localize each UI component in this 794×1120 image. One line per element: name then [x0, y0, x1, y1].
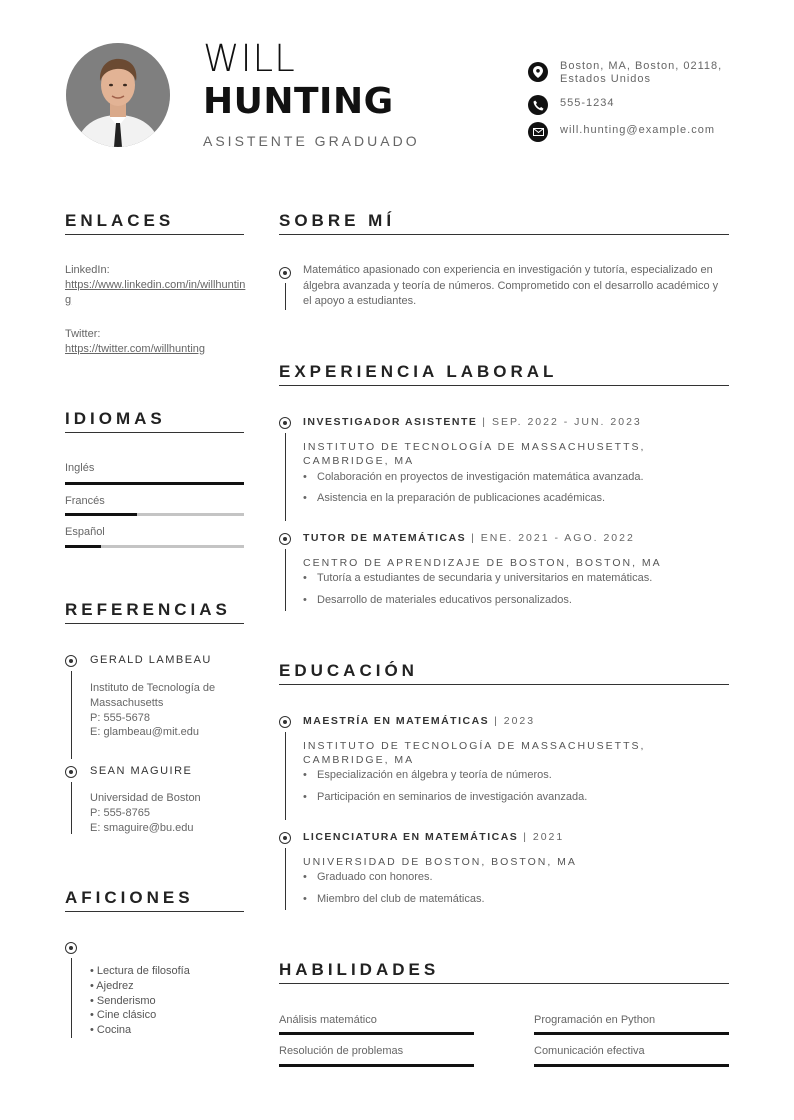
hobbies-heading: AFICIONES [65, 888, 194, 907]
bullet-text: Participación en seminarios de investigación avanzada. [317, 791, 588, 803]
entry-bullet: • Graduado con honores. [303, 871, 433, 883]
mail-icon [528, 122, 548, 142]
experience-heading: EXPERIENCIA LABORAL [279, 362, 558, 381]
language-level-fill [65, 482, 244, 485]
education-heading: EDUCACIÓN [279, 661, 418, 680]
language-level-bar [65, 513, 244, 516]
entry-date: SEP. 2022 - JUN. 2023 [491, 416, 642, 428]
timeline-line [285, 283, 286, 310]
reference-email[interactable]: E: glambeau@mit.edu [90, 726, 200, 738]
entry-organization: CENTRO DE APRENDIZAJE DE BOSTON, BOSTON, MA [303, 557, 662, 569]
timeline-line [285, 732, 286, 820]
profile-photo [66, 43, 170, 147]
references-heading: REFERENCIAS [65, 600, 231, 619]
entry-organization: INSTITUTO DE TECNOLOGÍA DE MASSACHUSETTS, CAMBRIDGE, MA [303, 740, 646, 766]
language-level-fill [65, 545, 101, 548]
hobbies-divider [65, 911, 244, 912]
timeline-line [285, 433, 286, 521]
email-text[interactable]: will.hunting@example.com [560, 124, 716, 136]
skill-name: Resolución de problemas [279, 1045, 404, 1057]
language-name: Español [65, 526, 105, 538]
location-pin-icon [528, 62, 548, 82]
bullet-text: Desarrollo de materiales educativos personalizados. [317, 594, 572, 606]
contact-email [528, 122, 730, 142]
experience-entry-header [303, 532, 635, 544]
references-divider [65, 623, 244, 624]
entry-bullet: • Desarrollo de materiales educativos personalizados. [303, 594, 572, 606]
reference-org: Universidad de Boston [90, 792, 201, 804]
hobby-item: • Cocina [90, 1024, 132, 1036]
timeline-line [71, 958, 72, 1038]
timeline-dot-icon [279, 716, 291, 728]
entry-bullet: • Tutoría a estudiantes de secundaria y universitarios en matemáticas. [303, 572, 653, 584]
timeline-dot-icon [279, 533, 291, 545]
about-heading: SOBRE MÍ [279, 211, 396, 230]
reference-phone: P: 555-8765 [90, 807, 150, 819]
languages-heading: IDIOMAS [65, 409, 166, 428]
twitter-label: Twitter: [65, 328, 101, 340]
reference-org: Instituto de Tecnología de Massachusetts [90, 682, 216, 709]
reference-name: GERALD LAMBEAU [90, 654, 212, 666]
timeline-line [71, 782, 72, 834]
languages-divider [65, 432, 244, 433]
skill-bar [534, 1032, 729, 1035]
timeline-dot-icon [279, 417, 291, 429]
skill-name: Análisis matemático [279, 1014, 377, 1026]
entry-role: INVESTIGADOR ASISTENTE [303, 416, 478, 428]
hobby-item: • Lectura de filosofía [90, 965, 190, 977]
address-text: Boston, MA, Boston, 02118, Estados Unidos [560, 60, 723, 85]
education-entry-header [303, 715, 535, 727]
links-divider [65, 234, 244, 235]
entry-bullet: • Miembro del club de matemáticas. [303, 893, 485, 905]
timeline-dot-icon [65, 766, 77, 778]
linkedin-label: LinkedIn: [65, 264, 110, 276]
skill-name: Comunicación efectiva [534, 1045, 645, 1057]
bullet-text: Miembro del club de matemáticas. [317, 893, 485, 905]
entry-role: LICENCIATURA EN MATEMÁTICAS [303, 831, 519, 843]
reference-phone: P: 555-5678 [90, 712, 150, 724]
phone-icon [528, 95, 548, 115]
entry-separator: | [489, 715, 504, 727]
phone-text[interactable]: 555-1234 [560, 97, 615, 109]
about-divider [279, 234, 729, 235]
reference-name: SEAN MAGUIRE [90, 765, 193, 777]
hobby-item: • Ajedrez [90, 980, 134, 992]
entry-bullet: • Especialización en álgebra y teoría de números. [303, 769, 552, 781]
hobby-item: • Cine clásico [90, 1009, 157, 1021]
education-divider [279, 684, 729, 685]
entry-organization: UNIVERSIDAD DE BOSTON, BOSTON, MA [303, 856, 577, 868]
skill-bar [279, 1032, 474, 1035]
twitter-link[interactable]: https://twitter.com/willhunting [65, 343, 206, 355]
hobby-item: • Senderismo [90, 995, 156, 1007]
entry-bullet: • Colaboración en proyectos de investigación matemática avanzada. [303, 471, 644, 483]
skill-bar [279, 1064, 474, 1067]
entry-role: TUTOR DE MATEMÁTICAS [303, 532, 467, 544]
job-title: ASISTENTE GRADUADO [203, 133, 420, 149]
language-name: Inglés [65, 462, 95, 474]
entry-role: MAESTRÍA EN MATEMÁTICAS [303, 715, 490, 727]
bullet-text: Graduado con honores. [317, 871, 433, 883]
last-name: HUNTING [203, 81, 394, 122]
contact-phone [528, 95, 730, 115]
timeline-line [71, 671, 72, 759]
timeline-line [285, 549, 286, 611]
timeline-dot-icon [65, 655, 77, 667]
language-name: Francés [65, 495, 105, 507]
timeline-dot-icon [279, 832, 291, 844]
entry-bullet: • Participación en seminarios de investigación avanzada. [303, 791, 588, 803]
skill-bar [534, 1064, 729, 1067]
about-text: Matemático apasionado con experiencia en investigación y tutoría, especializado en álgebra avanzada y teoría de números. Comprometido con el desarrollo académico y el apoyo a estudiantes. [303, 264, 719, 307]
entry-organization: INSTITUTO DE TECNOLOGÍA DE MASSACHUSETTS, CAMBRIDGE, MA [303, 441, 646, 467]
language-level-fill [65, 513, 137, 516]
timeline-dot-icon [65, 942, 77, 954]
first-name: WILL [203, 37, 296, 80]
skill-name: Programación en Python [534, 1014, 656, 1026]
entry-bullet: • Asistencia en la preparación de publicaciones académicas. [303, 492, 606, 504]
education-entry-header [303, 831, 564, 843]
reference-email[interactable]: E: smaguire@bu.edu [90, 822, 194, 834]
entry-separator: | [477, 416, 492, 428]
entry-separator: | [466, 532, 481, 544]
bullet-text: Tutoría a estudiantes de secundaria y universitarios en matemáticas. [317, 572, 653, 584]
bullet-text: Especialización en álgebra y teoría de números. [317, 769, 552, 781]
timeline-dot-icon [279, 267, 291, 279]
language-level-bar [65, 545, 244, 548]
entry-date: 2021 [532, 831, 565, 843]
timeline-line [285, 848, 286, 910]
entry-date: ENE. 2021 - AGO. 2022 [480, 532, 635, 544]
language-level-bar [65, 482, 244, 485]
entry-date: 2023 [503, 715, 536, 727]
bullet-text: Colaboración en proyectos de investigación matemática avanzada. [317, 471, 644, 483]
experience-entry-header [303, 416, 642, 428]
skills-divider [279, 983, 729, 984]
skills-heading: HABILIDADES [279, 960, 440, 979]
linkedin-link[interactable]: https://www.linkedin.com/in/willhunting [65, 279, 246, 306]
links-heading: ENLACES [65, 211, 175, 230]
experience-divider [279, 385, 729, 386]
bullet-text: Asistencia en la preparación de publicaciones académicas. [317, 492, 606, 504]
contact-address [528, 62, 730, 86]
entry-separator: | [518, 831, 533, 843]
